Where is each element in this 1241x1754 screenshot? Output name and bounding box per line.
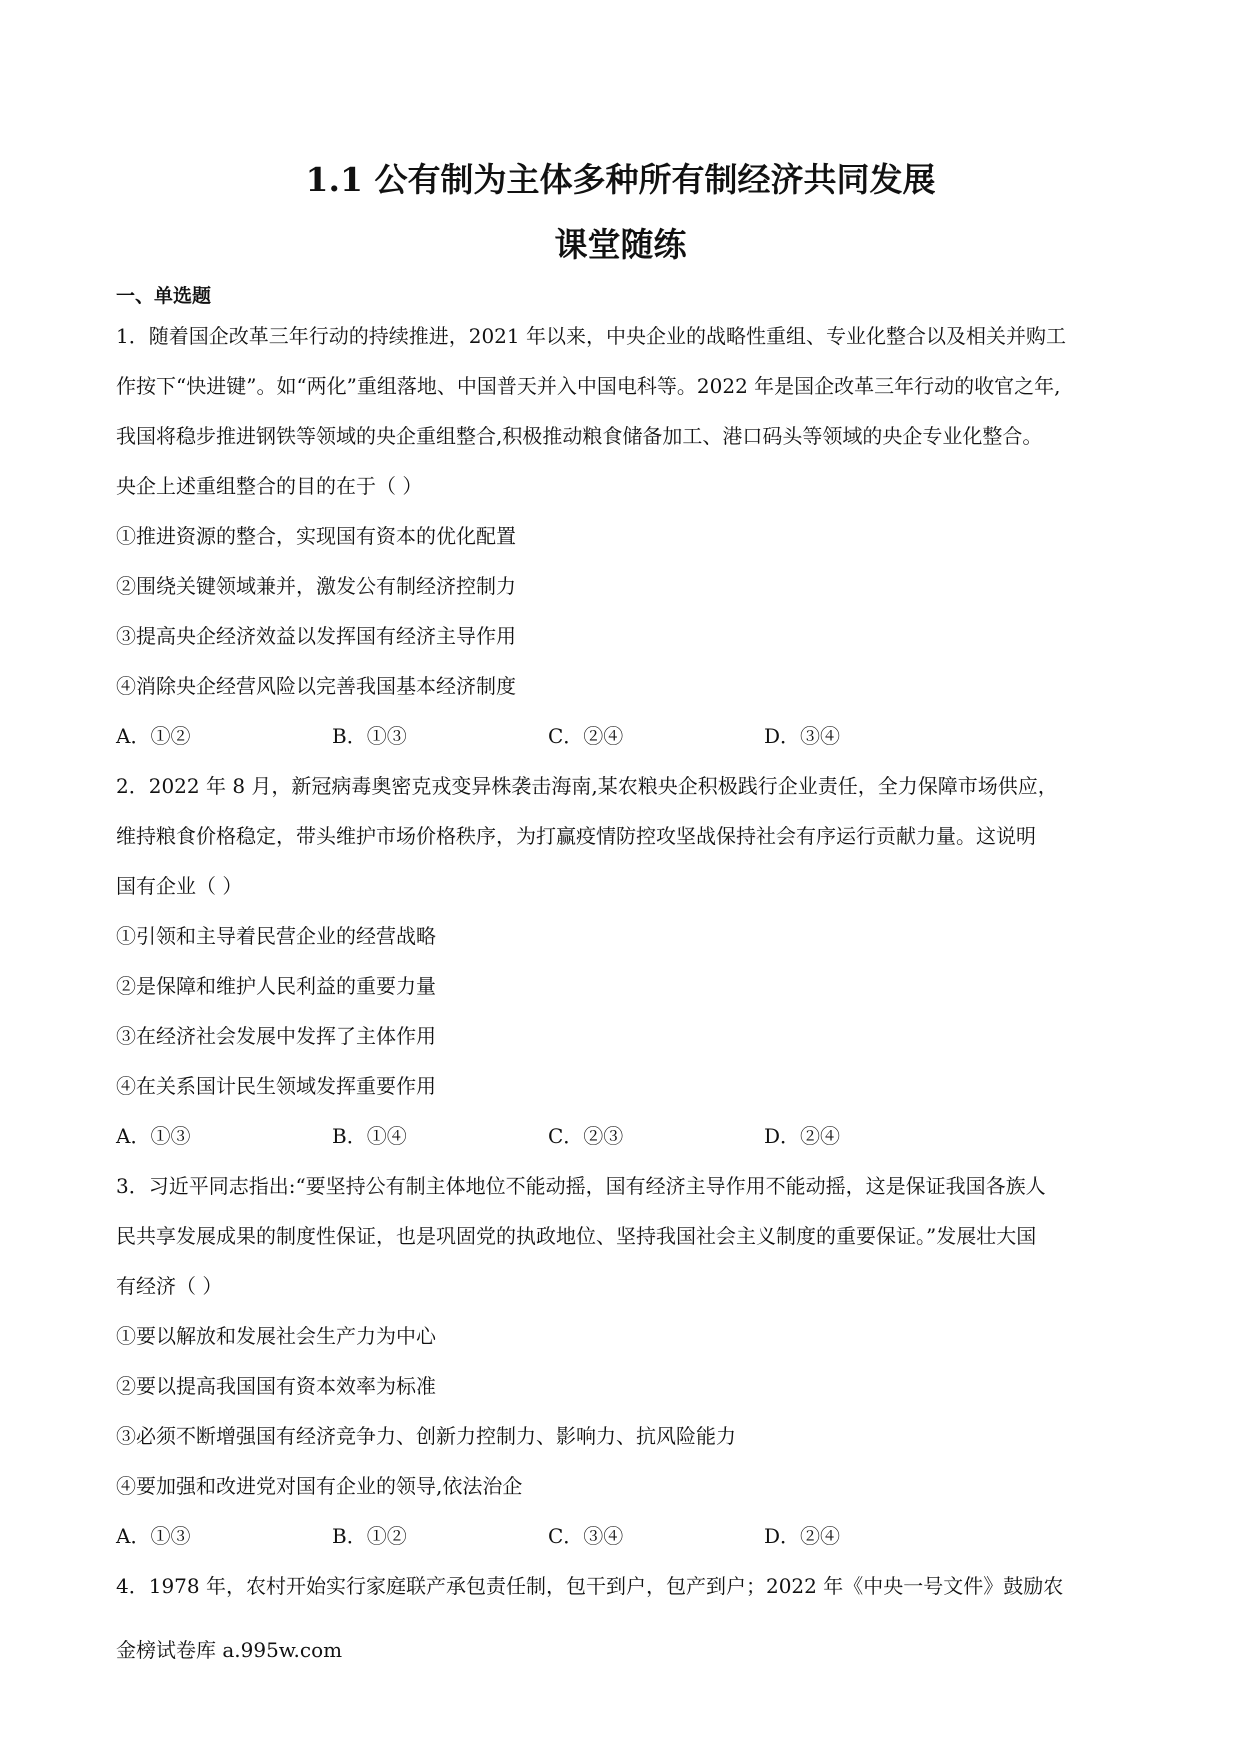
answer-option[interactable]: A．①②	[116, 724, 191, 748]
answer-option[interactable]: B．①④	[332, 1124, 407, 1148]
page-subtitle: 课堂随练	[554, 225, 687, 264]
question-stem-line: 作按下“快进键”。如“两化”重组落地、中国普天并入中国电科等。2022 年是国企改革三年行动的收官之年,	[116, 374, 1061, 398]
statement-item: ①要以解放和发展社会生产力为中心	[116, 1324, 436, 1348]
answer-option[interactable]: C．②③	[548, 1124, 624, 1148]
statement-item: ③提高央企经济效益以发挥国有经济主导作用	[116, 624, 516, 648]
page-title: 1.1 公有制为主体多种所有制经济共同发展	[305, 160, 936, 199]
statement-item: ③必须不断增强国有经济竞争力、创新力控制力、影响力、抗风险能力	[116, 1424, 736, 1448]
statement-item: ②是保障和维护人民利益的重要力量	[116, 974, 436, 998]
question-stem-line: 2．2022 年 8 月，新冠病毒奥密克戎变异株袭击海南,某农粮央企积极践行企业责任，全力保障市场供应，	[116, 774, 1058, 798]
footer-text: 金榜试卷库 a.995w.com	[116, 1638, 343, 1662]
answer-option[interactable]: A．①③	[116, 1524, 191, 1548]
question-stem-line: 3．习近平同志指出:“要坚持公有制主体地位不能动摇，国有经济主导作用不能动摇，这是保证我国各族人	[116, 1174, 1046, 1198]
statement-item: ③在经济社会发展中发挥了主体作用	[116, 1024, 436, 1048]
answer-option[interactable]: B．①③	[332, 724, 407, 748]
answer-options	[116, 718, 1136, 768]
statement-item: ①推进资源的整合，实现国有资本的优化配置	[116, 524, 516, 548]
question-stem-line: 央企上述重组整合的目的在于（ ）	[116, 474, 423, 498]
question-stem-line: 1．随着国企改革三年行动的持续推进，2021 年以来，中央企业的战略性重组、专业化整合以及相关并购工	[116, 324, 1066, 348]
question-list	[116, 318, 1136, 1618]
question-block	[116, 1568, 1136, 1618]
statement-item: ④消除央企经营风险以完善我国基本经济制度	[116, 674, 516, 698]
question-block	[116, 1168, 1136, 1568]
statement-item: ①引领和主导着民营企业的经营战略	[116, 924, 436, 948]
answer-options	[116, 1118, 1136, 1168]
statement-item: ②要以提高我国国有资本效率为标准	[116, 1374, 436, 1398]
answer-option[interactable]: C．②④	[548, 724, 624, 748]
statement-item: ④要加强和改进党对国有企业的领导,依法治企	[116, 1474, 523, 1498]
answer-option[interactable]: D．②④	[764, 1124, 841, 1148]
statement-item: ④在关系国计民生领域发挥重要作用	[116, 1074, 436, 1098]
question-stem-line: 我国将稳步推进钢铁等领域的央企重组整合,积极推动粮食储备加工、港口码头等领域的央企专业化整合。	[116, 424, 1043, 448]
question-stem-line: 4．1978 年，农村开始实行家庭联产承包责任制，包干到户，包产到户；2022 年《中央一号文件》鼓励农	[116, 1574, 1064, 1598]
question-stem-line: 国有企业（ ）	[116, 874, 243, 898]
answer-options	[116, 1518, 1136, 1568]
section-heading: 一、单选题	[116, 285, 212, 307]
statement-item: ②围绕关键领域兼并，激发公有制经济控制力	[116, 574, 516, 598]
answer-option[interactable]: A．①③	[116, 1124, 191, 1148]
answer-option[interactable]: D．③④	[764, 724, 841, 748]
answer-option[interactable]: C．③④	[548, 1524, 624, 1548]
answer-option[interactable]: B．①②	[332, 1524, 407, 1548]
question-stem-line: 民共享发展成果的制度性保证，也是巩固党的执政地位、坚持我国社会主义制度的重要保证。”发展壮大国	[116, 1224, 1037, 1248]
question-stem-line: 有经济（ ）	[116, 1274, 223, 1298]
question-block	[116, 318, 1136, 768]
answer-option[interactable]: D．②④	[764, 1524, 841, 1548]
question-stem-line: 维持粮食价格稳定，带头维护市场价格秩序，为打赢疫情防控攻坚战保持社会有序运行贡献力量。这说明	[116, 824, 1036, 848]
question-block	[116, 768, 1136, 1168]
